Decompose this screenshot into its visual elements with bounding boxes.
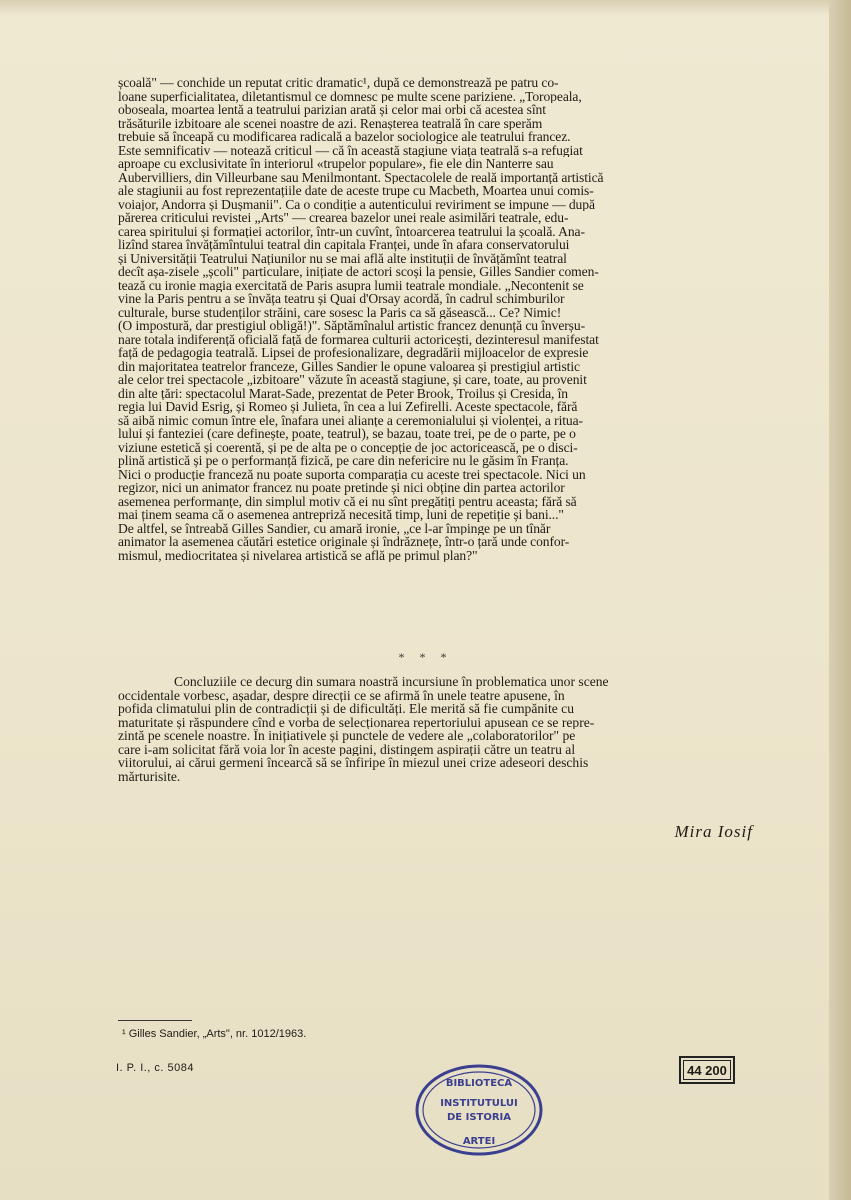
body-line: decît așa-zisele „școli" particulare, inițiate de actori scoși la pensie, Gilles Sandier comen- bbox=[118, 265, 599, 279]
body-line: lului și fanteziei (care definește, poate, teatrul), se bazau, toate trei, pe de o parte, pe o bbox=[118, 427, 576, 441]
body-line: mai ținem seama că o asemenea antrepriză necesită timp, luni de repetiție și bani..." bbox=[118, 508, 564, 522]
body-line: vine la Paris pentru a se învăța teatru și Quai d'Orsay acordă, în cadrul schimburilor bbox=[118, 292, 565, 306]
body-line: Nici o producție franceză nu poate suporta comparația cu aceste trei spectacole. Nici un bbox=[118, 467, 586, 481]
body-line: oboseala, moartea lentă a teatrului parizian arată și celor mai orbi că acestea sînt bbox=[118, 103, 546, 117]
body-line: și Universității Teatrului Națiunilor nu se mai află alte instituții de învățămînt teatral bbox=[118, 251, 567, 265]
conclusion-line: maturitate și răspundere cînd e vorba de selecționarea repertoriului apusean ce se repre- bbox=[118, 715, 595, 729]
body-line: lizînd starea învățămîntului teatral din capitala Franței, unde în afara conservatorului bbox=[118, 238, 570, 252]
body-line: carea spiritului și formației actorilor, într-un cuvînt, întoarcerea teatrului la școală. Ana- bbox=[118, 224, 585, 238]
author-signature: Mira Iosif bbox=[674, 822, 753, 841]
conclusion-line: Concluziile ce decurg din sumara noastră incursiune în problematica unor scene bbox=[174, 675, 609, 689]
conclusion-line: viitorului, ai cărui germeni încearcă să se înfiripe în miezul unei crize adeseori deschis bbox=[118, 756, 589, 770]
body-line: voiajor, Andorra și Dușmanii". Ca o condiție a autenticului reviriment se impune — după bbox=[118, 197, 595, 211]
conclusion-line: zintă pe scenele noastre. În inițiativele și punctele de vedere ale „colaboratorilor" pe bbox=[118, 729, 576, 743]
body-line: animator la asemenea căutări estetice originale și îndrăznețe, într-o țară unde confor- bbox=[118, 535, 570, 549]
page-top-edge bbox=[0, 0, 851, 14]
library-stamp bbox=[415, 1064, 543, 1156]
body-line: nare totala indiferență oficială față de formarea culturii actoricești, dezinteresul manifestat bbox=[118, 332, 599, 346]
body-line: părerea criticului revistei „Arts" — crearea bazelor unei reale asimilări teatrale, edu- bbox=[118, 211, 569, 225]
inventory-number-box bbox=[679, 1056, 735, 1084]
body-line: față de pedagogia teatrală. Lipsei de profesionalizare, degradării mijloacelor de expresie bbox=[118, 346, 589, 360]
body-line: din alte țări: spectacolul Marat-Sade, prezentat de Peter Brook, Troilus și Cresida, în bbox=[118, 386, 568, 400]
body-line: mismul, mediocritatea și nivelarea artistică se află pe primul plan?" bbox=[118, 548, 478, 562]
inventory-number: 44 200 bbox=[687, 1062, 727, 1078]
conclusion-line: mărturisite. bbox=[118, 769, 181, 783]
footnote: ¹ Gilles Sandier, „Arts", nr. 1012/1963. bbox=[122, 1028, 307, 1040]
body-line: ale celor trei spectacole „izbitoare" văzute în această stagiune, și care, toate, au provenit bbox=[118, 373, 587, 387]
body-line: ale stagiunii au fost reprezentațiile date de aceste trupe cu Macbeth, Moartea unui comis- bbox=[118, 184, 594, 198]
body-line: trebuie să înceapă cu modificarea radicală a bazelor sociologice ale teatrului francez. bbox=[118, 130, 571, 144]
conclusion-paragraph bbox=[118, 675, 758, 783]
body-line: din majoritatea teatrelor franceze, Gilles Sandier le opune valoarea și prestigiul artistic bbox=[118, 359, 580, 373]
body-line: (O impostură, dar prestigiul obligă!)". Săptămînalul artistic francez denunță cu înverșu- bbox=[118, 319, 585, 333]
print-code: I. P. I., c. 5084 bbox=[116, 1062, 195, 1074]
body-line: loane superficialitatea, diletantismul ce domnesc pe multe scene pariziene. „Toropeala, bbox=[118, 89, 582, 103]
body-line: școală" — conchide un reputat critic dramatic¹, după ce demonstrează pe patru co- bbox=[118, 76, 559, 90]
body-line: să aibă nimic comun între ele, înafara unei alianțe a ceremonialului și violenței, a ritua- bbox=[118, 413, 583, 427]
body-line: asemenea performanțe, din simplul motiv că ei nu sînt pregătiți pentru aceasta; fără să bbox=[118, 494, 577, 508]
body-line: viziune estetică și coerentă, și pe de alta pe o concepție de joc actoricească, pe o disci- bbox=[118, 440, 578, 454]
body-line: plină artistică și pe o performanță fizică, pe care din nefericire nu le găsim în Franța. bbox=[118, 454, 569, 468]
body-line: De altfel, se întreabă Gilles Sandier, cu amară ironie, „ce l-ar împinge pe un tînăr bbox=[118, 521, 551, 535]
conclusion-line: occidentale vorbesc, așadar, despre direcții ce se afirmă în unele teatre apusene, în bbox=[118, 688, 565, 702]
stamp-line-1: BIBLIOTECA bbox=[445, 1078, 513, 1089]
section-separator: * * * bbox=[398, 650, 453, 664]
conclusion-line: pofida climatului plin de contradicții și de dificultăți. Ele merită să fie cumpănite cu bbox=[118, 702, 574, 716]
article-body bbox=[118, 76, 758, 562]
body-line: regizor, nici un animator francez nu poate pretinde și nici obține din partea actorilor bbox=[118, 481, 565, 495]
body-line: Este semnificativ — notează criticul — că în această stagiune viața teatrală s-a refugiat bbox=[118, 143, 583, 157]
body-line: culturale, burse studenților străini, care sosesc la Paris ca să găsească... Ce? Nimic! bbox=[118, 305, 562, 319]
stamp-line-2: INSTITUTULUI bbox=[440, 1098, 518, 1109]
footnote-rule bbox=[118, 1020, 192, 1021]
stamp-line-3: DE ISTORIA bbox=[446, 1112, 512, 1123]
stamp-line-4: ARTEI bbox=[462, 1136, 496, 1147]
body-line: tează cu ironie magia exercitată de Paris asupra lumii teatrale mondiale. „Necontenit se bbox=[118, 278, 584, 292]
conclusion-line: care i-am solicitat fără voia lor în aceste pagini, distingem aspirații către un teatru al bbox=[118, 742, 576, 756]
page-spine-edge bbox=[829, 0, 851, 1200]
body-line: regia lui David Esrig, și Romeo și Julieta, în cea a lui Zefirelli. Aceste spectacole, fără bbox=[118, 400, 578, 414]
body-line: trăsăturile izbitoare ale scenei noastre de azi. Renașterea teatrală în care sperăm bbox=[118, 116, 543, 130]
body-line: Aubervilliers, din Villeurbane sau Menilmontant. Spectacolele de reală importanță artistică bbox=[118, 170, 604, 184]
body-line: aproape cu exclusivitate în interiorul «trupelor populare», fie ele din Nanterre sau bbox=[118, 157, 554, 171]
